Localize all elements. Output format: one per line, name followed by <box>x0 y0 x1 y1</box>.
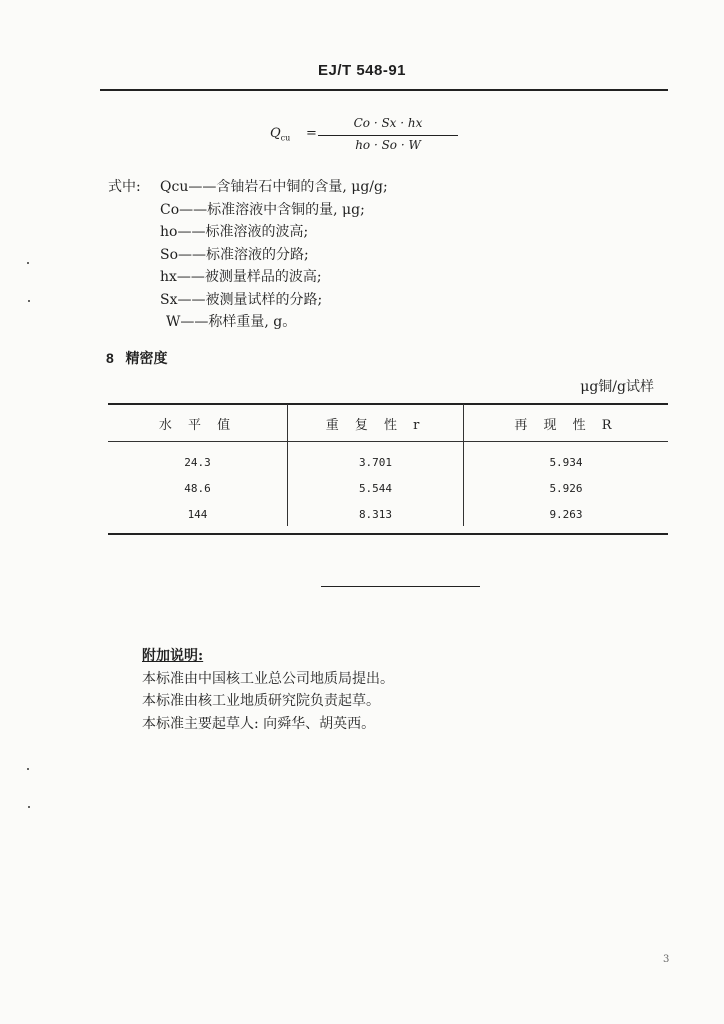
table-cell: 48.6 <box>184 482 211 495</box>
formula-numerator: Co · Sx · hx <box>353 116 423 130</box>
definition-item: Co——标准溶液中含铜的量, μg; <box>160 201 365 218</box>
scan-speck <box>28 300 30 302</box>
table-cell: 144 <box>187 508 208 521</box>
notes-line: 本标准由核工业地质研究院负责起草。 <box>142 693 380 709</box>
definitions-lead: 式中: <box>108 179 141 195</box>
notes-line: 本标准主要起草人: 向舜华、胡英西。 <box>142 715 376 732</box>
table-top-rule <box>108 403 668 405</box>
definition-item: Sx——被测量试样的分路; <box>160 291 323 308</box>
formula-lhs: $Q_{cu}$ <box>270 126 291 143</box>
notes-line: 本标准由中国核工业总公司地质局提出。 <box>142 670 394 687</box>
table-header-rule <box>108 441 668 442</box>
definition-item: So——标准溶液的分路; <box>160 246 309 263</box>
table-bottom-rule <box>108 533 668 535</box>
table-unit: μg铜/g试样 <box>580 379 654 395</box>
table-header-level: 水 平 值 <box>158 418 237 433</box>
additional-notes <box>142 645 394 735</box>
notes-title: 附加说明: <box>142 648 204 664</box>
section-title: 精密度 <box>125 350 168 366</box>
page-number: 3 <box>663 954 670 965</box>
formula <box>270 116 470 160</box>
definition-item: W——称样重量, g。 <box>166 314 297 330</box>
definition-item: Qcu——含铀岩石中铜的含量, μg/g; <box>160 179 388 195</box>
table-cell: 5.926 <box>549 482 583 495</box>
fraction-bar <box>318 135 458 136</box>
formula-equals: = <box>306 126 317 141</box>
document-code: EJ/T 548-91 <box>317 62 407 79</box>
table-cell: 3.701 <box>358 456 393 469</box>
table-cell: 5.544 <box>358 482 393 495</box>
header-rule <box>100 89 668 91</box>
table-cell: 9.263 <box>549 508 583 521</box>
table-cell: 5.934 <box>549 456 583 469</box>
section-number: 8 <box>106 350 114 366</box>
table-cell: 24.3 <box>184 456 211 469</box>
end-separator-rule <box>321 586 480 587</box>
table-cell: 8.313 <box>358 508 393 521</box>
variable-definitions <box>108 176 388 334</box>
scan-speck <box>28 806 30 808</box>
definition-item: hx——被测量样品的波高; <box>160 269 322 285</box>
formula-denominator: ho · So · W <box>355 138 421 152</box>
scan-speck <box>27 262 29 264</box>
definition-item: ho——标准溶液的波高; <box>160 224 309 240</box>
section-heading <box>106 348 167 368</box>
table-header-reproducibility: 再 现 性 R <box>514 418 618 433</box>
scan-speck <box>27 768 29 770</box>
table-header-repeatability: 重 复 性 r <box>325 418 426 433</box>
